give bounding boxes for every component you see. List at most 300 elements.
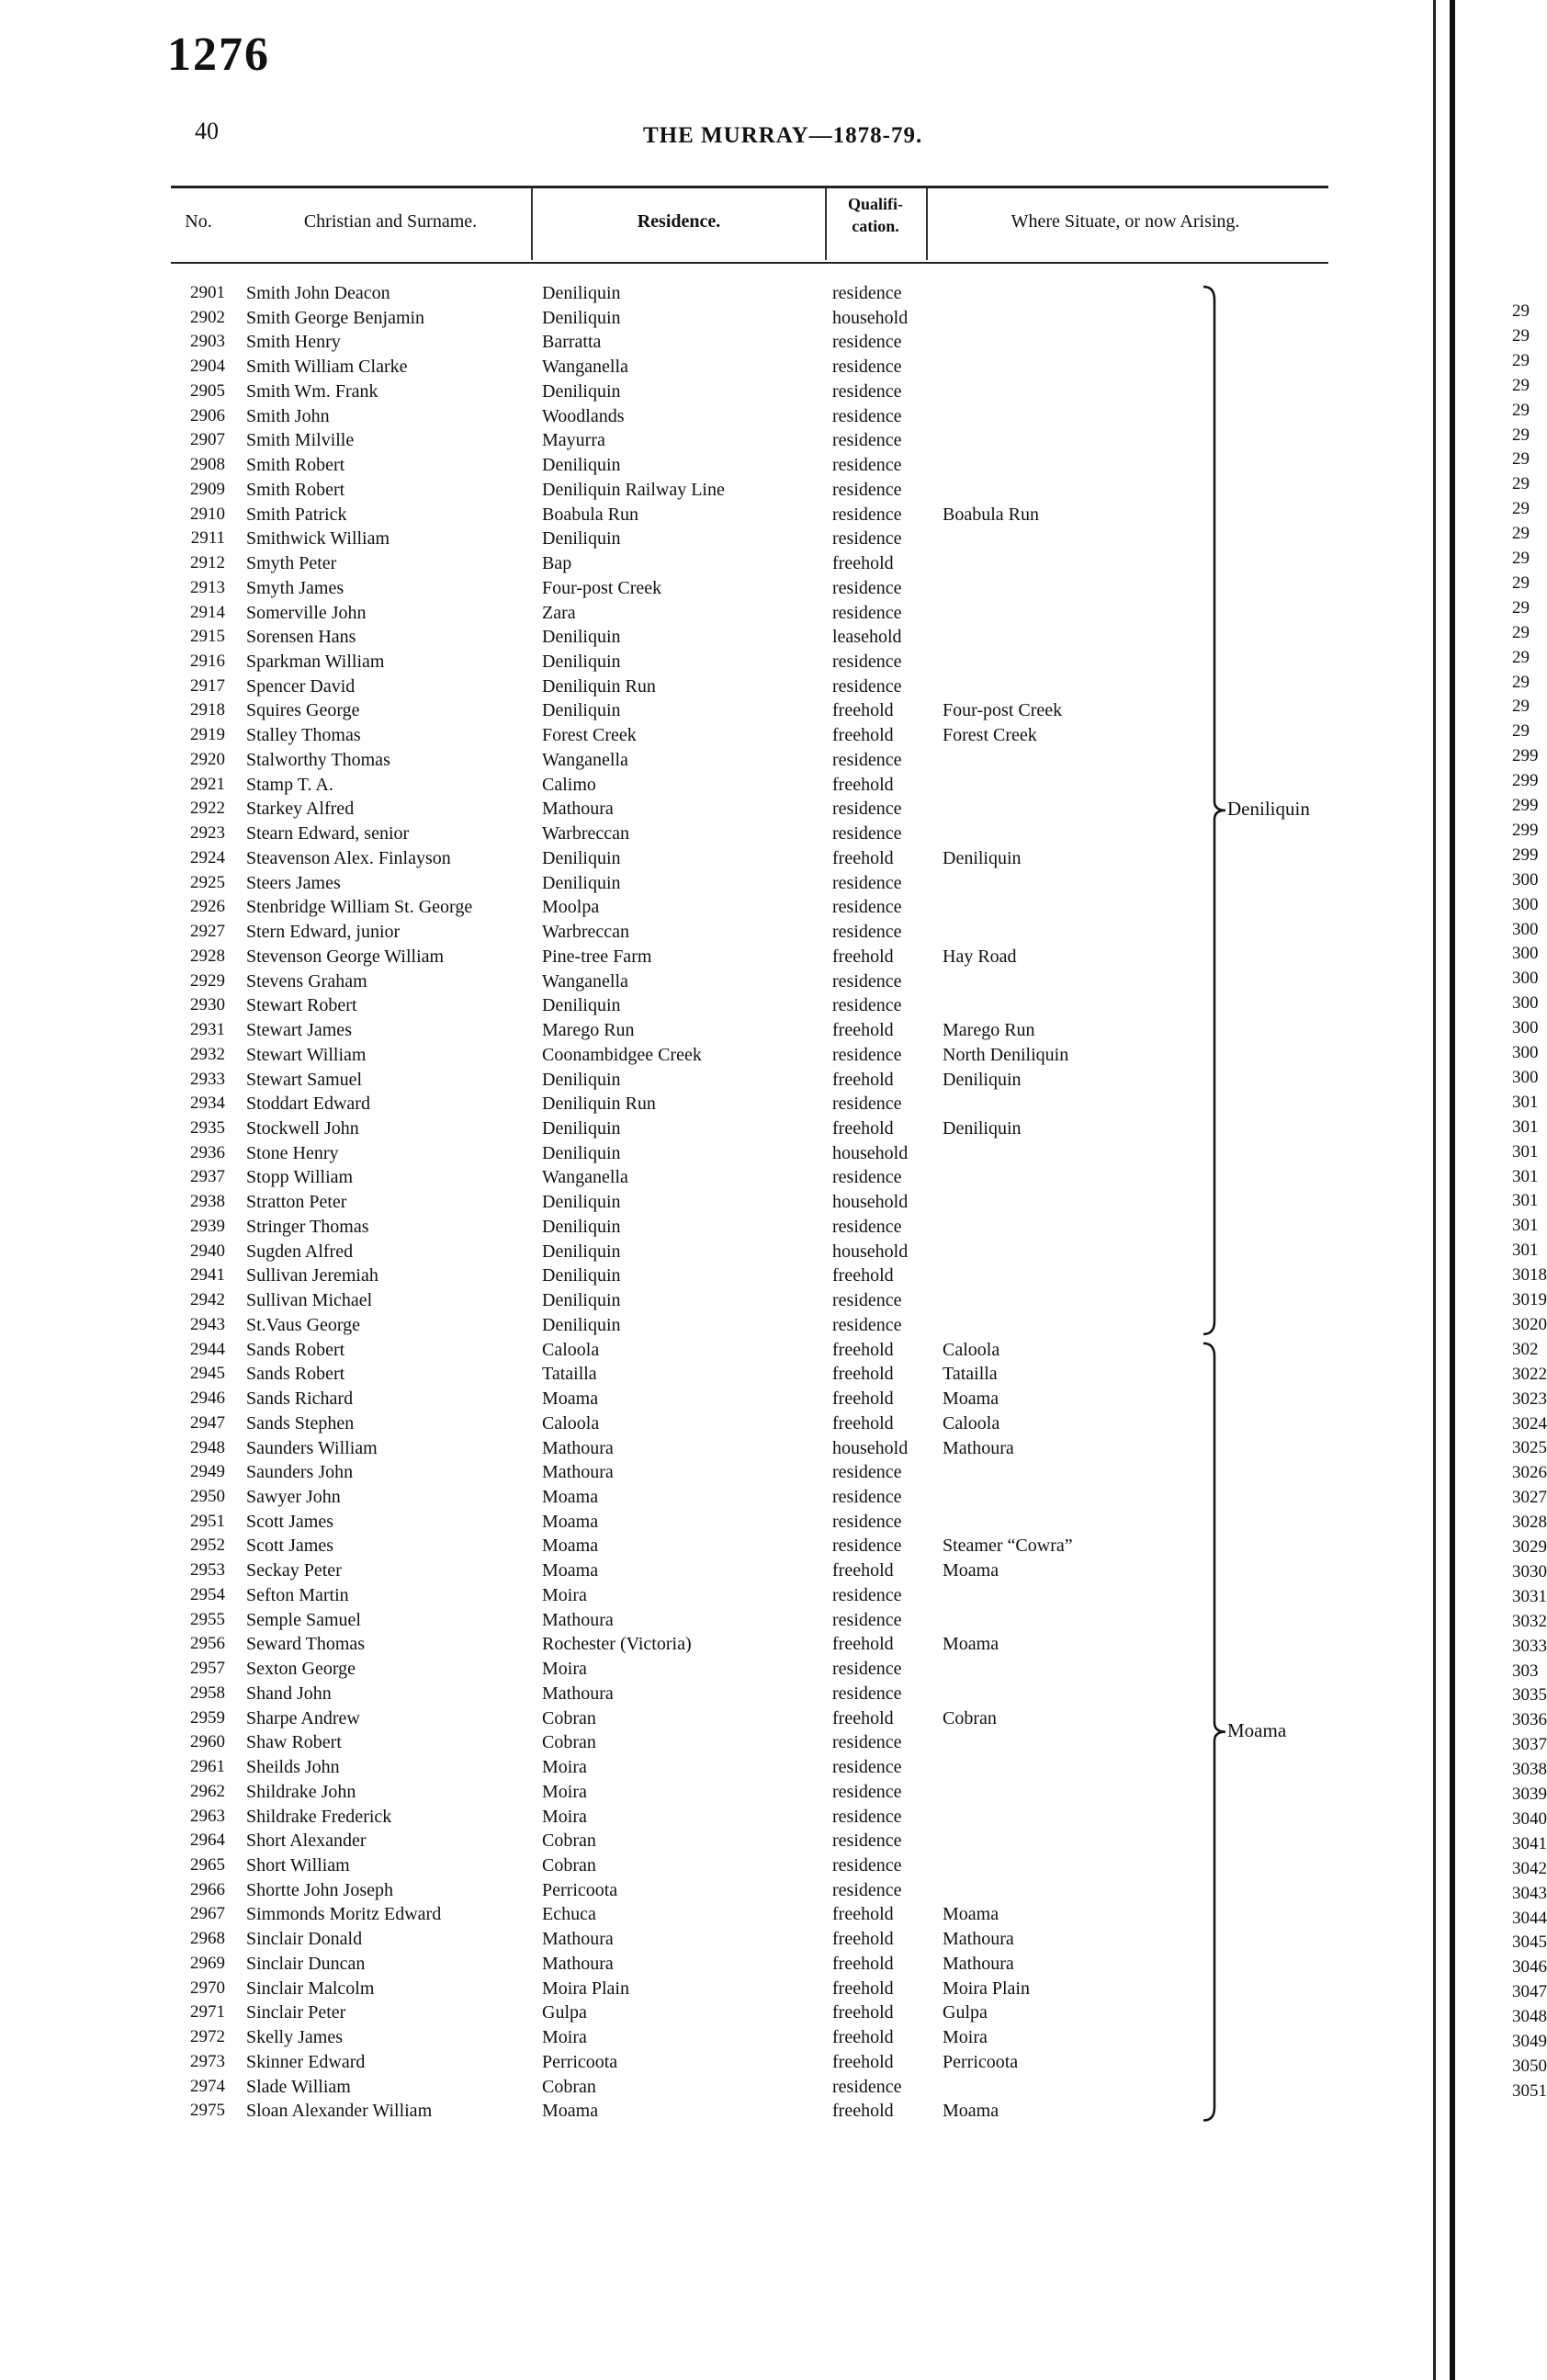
entry-number: 2912 <box>190 553 225 573</box>
entry-name: Sands Robert <box>246 1364 345 1385</box>
adjacent-entry-number: 29 <box>1512 721 1530 742</box>
entry-residence: Perricoota <box>542 2051 618 2072</box>
entry-name: Stalworthy Thomas <box>246 749 390 770</box>
entry-qualification: residence <box>832 405 902 426</box>
adjacent-entry-number: 301 <box>1512 1116 1539 1137</box>
adjacent-entry-number: 300 <box>1512 1018 1539 1038</box>
entry-where-situate: Moama <box>943 2101 999 2122</box>
adjacent-entry-number: 3026 <box>1512 1463 1547 1483</box>
entry-name: Sinclair Duncan <box>246 1953 366 1974</box>
entry-where-situate: Perricoota <box>943 2051 1019 2072</box>
entry-number: 2942 <box>190 1290 225 1310</box>
entry-number: 2940 <box>190 1241 225 1261</box>
entry-residence: Moama <box>542 2101 599 2122</box>
entry-name: Sloan Alexander William <box>246 2101 433 2122</box>
column-header-residence: Residence. <box>637 211 721 232</box>
entry-where-situate: Forest Creek <box>943 725 1037 746</box>
adjacent-entry-number: 29 <box>1512 597 1530 618</box>
entry-number: 2957 <box>190 1659 225 1679</box>
entry-residence: Moama <box>542 1560 599 1581</box>
entry-name: Sinclair Donald <box>246 1929 363 1950</box>
entry-qualification: household <box>832 1437 909 1458</box>
entry-residence: Deniliquin <box>542 528 621 550</box>
entry-name: Short William <box>246 1855 350 1876</box>
adjacent-entry-number: 3030 <box>1512 1561 1547 1581</box>
entry-number: 2950 <box>190 1486 225 1506</box>
entry-qualification: freehold <box>832 553 894 574</box>
entry-qualification: residence <box>832 1830 902 1852</box>
entry-residence: Deniliquin <box>542 1142 621 1163</box>
adjacent-entry-number: 301 <box>1512 1191 1539 1211</box>
entry-where-situate: Moama <box>943 1560 999 1581</box>
entry-residence: Wanganella <box>542 357 628 378</box>
entry-residence: Zara <box>542 602 576 623</box>
adjacent-entry-number: 3019 <box>1512 1290 1547 1309</box>
entry-qualification: freehold <box>832 2027 894 2048</box>
entry-name: Slade William <box>246 2076 351 2097</box>
entry-qualification: residence <box>832 1290 902 1311</box>
entry-name: Somerville John <box>246 602 367 623</box>
group-label: Deniliquin <box>1227 797 1310 820</box>
entry-name: Stevens Graham <box>246 970 367 992</box>
adjacent-entry-number: 300 <box>1512 944 1539 964</box>
entry-residence: Deniliquin <box>542 1069 621 1090</box>
entry-number: 2923 <box>190 823 225 844</box>
entry-residence: Echuca <box>542 1904 596 1925</box>
entry-name: Smyth Peter <box>246 553 337 574</box>
adjacent-entry-number: 29 <box>1512 499 1530 519</box>
entry-residence: Cobran <box>542 1830 596 1852</box>
adjacent-entry-number: 29 <box>1512 549 1530 568</box>
entry-qualification: freehold <box>832 700 894 721</box>
entry-residence: Deniliquin Railway Line <box>542 479 725 500</box>
entry-residence: Moama <box>542 1536 599 1557</box>
entry-qualification: residence <box>832 1216 902 1237</box>
entry-qualification: freehold <box>832 1117 894 1139</box>
group-brace <box>1203 1343 1225 2121</box>
entry-name: Smith John Deacon <box>246 283 390 303</box>
entry-where-situate: Deniliquin <box>943 847 1022 868</box>
entry-number: 2924 <box>190 847 225 867</box>
entry-residence: Calimo <box>542 774 596 795</box>
entry-qualification: residence <box>832 1462 902 1483</box>
entry-number: 2905 <box>190 380 225 401</box>
entry-residence: Gulpa <box>542 2002 587 2023</box>
entry-qualification: residence <box>832 1314 902 1335</box>
entry-residence: Mathoura <box>542 1437 614 1458</box>
entry-qualification: household <box>832 307 909 328</box>
entry-name: Sullivan Michael <box>246 1290 373 1311</box>
adjacent-entry-number: 301 <box>1512 1166 1539 1186</box>
entry-where-situate: Steamer “Cowra” <box>943 1536 1073 1557</box>
entry-qualification: household <box>832 1192 909 1213</box>
entry-number: 2917 <box>190 675 225 696</box>
entry-number: 2939 <box>190 1216 225 1236</box>
entry-name: Smith Wm. Frank <box>246 380 378 402</box>
entry-qualification: freehold <box>832 2002 894 2023</box>
adjacent-entry-number: 3050 <box>1512 2056 1547 2076</box>
entry-residence: Deniliquin <box>542 1290 621 1311</box>
entry-name: Steers James <box>246 872 341 893</box>
entry-qualification: residence <box>832 970 902 992</box>
entry-number: 2931 <box>190 1020 225 1040</box>
entry-name: Stringer Thomas <box>246 1216 369 1237</box>
adjacent-entry-number: 3049 <box>1512 2032 1547 2051</box>
entry-residence: Woodlands <box>542 405 625 426</box>
entry-qualification: residence <box>832 1536 902 1557</box>
page-number: 40 <box>195 118 219 144</box>
entry-number: 2903 <box>190 332 225 352</box>
entry-qualification: residence <box>832 1732 902 1753</box>
entry-residence: Deniliquin <box>542 847 621 868</box>
entry-residence: Moira <box>542 2027 587 2048</box>
entry-where-situate: Hay Road <box>943 946 1017 967</box>
entry-residence: Mayurra <box>542 430 605 451</box>
entry-number: 2943 <box>190 1314 225 1334</box>
entry-qualification: household <box>832 1142 909 1163</box>
adjacent-entry-number: 3020 <box>1512 1314 1547 1334</box>
entry-qualification: freehold <box>832 1265 894 1286</box>
entry-qualification: residence <box>832 1609 902 1630</box>
entry-name: Starkey Alfred <box>246 799 355 820</box>
entry-qualification: residence <box>832 1757 902 1778</box>
entry-residence: Moira <box>542 1781 587 1802</box>
entry-qualification: residence <box>832 897 902 918</box>
entry-number: 2952 <box>190 1536 225 1556</box>
entry-residence: Deniliquin <box>542 1117 621 1139</box>
entry-name: Sharpe Andrew <box>246 1707 360 1728</box>
entry-name: Stewart Samuel <box>246 1069 363 1090</box>
entry-name: Shildrake John <box>246 1781 356 1802</box>
adjacent-entry-number: 29 <box>1512 375 1530 395</box>
entry-name: Stewart Robert <box>246 995 357 1016</box>
adjacent-entry-number: 29 <box>1512 474 1530 494</box>
entry-number: 2906 <box>190 405 225 425</box>
entry-where-situate: Moira Plain <box>943 1978 1030 1999</box>
adjacent-entry-number: 29 <box>1512 672 1530 692</box>
entry-name: Smith Henry <box>246 332 341 353</box>
adjacent-entry-number: 29 <box>1512 425 1530 445</box>
entry-residence: Moama <box>542 1388 599 1410</box>
entry-number: 2930 <box>190 995 225 1015</box>
adjacent-entry-number: 29 <box>1512 572 1530 593</box>
entry-where-situate: Deniliquin <box>943 1069 1022 1090</box>
entry-name: Seckay Peter <box>246 1560 342 1581</box>
group-label: Moama <box>1227 1718 1287 1741</box>
adjacent-entry-number: 300 <box>1512 1043 1539 1062</box>
adjacent-entry-number: 301 <box>1512 1141 1539 1162</box>
entry-name: Stern Edward, junior <box>246 922 401 943</box>
entry-number: 2948 <box>190 1437 225 1457</box>
entry-residence: Mathoura <box>542 1609 614 1630</box>
entry-number: 2921 <box>190 774 225 794</box>
entry-qualification: freehold <box>832 1388 894 1410</box>
entry-name: Sugden Alfred <box>246 1241 354 1262</box>
entry-qualification: residence <box>832 577 902 598</box>
adjacent-entry-number: 3038 <box>1512 1760 1547 1780</box>
entry-where-situate: Four-post Creek <box>943 700 1063 721</box>
entry-name: Sparkman William <box>246 652 385 673</box>
adjacent-entry-number: 3027 <box>1512 1488 1547 1508</box>
entry-qualification: residence <box>832 1511 902 1532</box>
entry-residence: Pine-tree Farm <box>542 946 652 967</box>
entry-number: 2973 <box>190 2051 225 2071</box>
entry-number: 2937 <box>190 1167 225 1187</box>
entry-name: Smith William Clarke <box>246 357 408 378</box>
entry-number: 2969 <box>190 1953 225 1973</box>
entry-residence: Mathoura <box>542 1683 614 1704</box>
entry-qualification: residence <box>832 1044 902 1065</box>
entry-residence: Deniliquin <box>542 872 621 893</box>
adjacent-entry-number: 3028 <box>1512 1513 1547 1533</box>
entry-number: 2958 <box>190 1683 225 1703</box>
entry-name: Sexton George <box>246 1659 356 1680</box>
entry-where-situate: Moira <box>943 2027 988 2048</box>
entry-number: 2932 <box>190 1044 225 1064</box>
entry-residence: Tatailla <box>542 1364 597 1385</box>
entry-where-situate: Caloola <box>943 1339 1000 1360</box>
entry-residence: Moira <box>542 1806 587 1827</box>
entry-qualification: residence <box>832 823 902 844</box>
entry-name: Stamp T. A. <box>246 774 333 795</box>
entry-qualification: residence <box>832 652 902 673</box>
entry-number: 2934 <box>190 1094 225 1114</box>
adjacent-page-edge <box>1450 0 1547 2380</box>
entry-number: 2919 <box>190 725 225 745</box>
entry-number: 2944 <box>190 1339 225 1359</box>
entry-number: 2909 <box>190 479 225 499</box>
entry-residence: Wanganella <box>542 749 628 770</box>
entry-name: Stone Henry <box>246 1142 339 1163</box>
entry-name: Smith John <box>246 405 330 426</box>
entry-number: 2967 <box>190 1904 225 1924</box>
entry-name: Skinner Edward <box>246 2051 366 2072</box>
entry-number: 2959 <box>190 1707 225 1728</box>
adjacent-entry-number: 302 <box>1512 1339 1539 1359</box>
entry-qualification: residence <box>832 528 902 550</box>
entry-qualification: residence <box>832 1781 902 1802</box>
entry-qualification: freehold <box>832 946 894 967</box>
entry-qualification: residence <box>832 995 902 1016</box>
entry-qualification: freehold <box>832 2101 894 2122</box>
entry-qualification: freehold <box>832 1339 894 1360</box>
adjacent-entry-number: 29 <box>1512 350 1530 370</box>
adjacent-entry-number: 29 <box>1512 325 1530 346</box>
entry-qualification: residence <box>832 922 902 943</box>
entry-number: 2901 <box>190 283 225 302</box>
entry-qualification: freehold <box>832 1707 894 1728</box>
entry-number: 2920 <box>190 749 225 769</box>
entry-number: 2968 <box>190 1929 225 1949</box>
entry-name: Smith Robert <box>246 479 345 500</box>
entry-number: 2902 <box>190 307 225 327</box>
entry-number: 2907 <box>190 430 225 450</box>
entry-name: Sands Stephen <box>246 1412 355 1434</box>
entry-qualification: residence <box>832 455 902 476</box>
entry-residence: Moira <box>542 1659 587 1680</box>
entry-number: 2933 <box>190 1069 225 1089</box>
adjacent-entry-number: 300 <box>1512 969 1539 989</box>
entry-residence: Deniliquin <box>542 700 621 721</box>
entry-number: 2955 <box>190 1609 225 1629</box>
entry-number: 2941 <box>190 1265 225 1286</box>
adjacent-entry-number: 299 <box>1512 844 1539 865</box>
entry-name: Shildrake Frederick <box>246 1806 392 1827</box>
entry-where-situate: Mathoura <box>943 1929 1014 1950</box>
entry-name: Shand John <box>246 1683 332 1704</box>
entry-number: 2913 <box>190 577 225 597</box>
entry-name: Smithwick William <box>246 528 390 550</box>
entry-residence: Deniliquin <box>542 307 621 328</box>
entry-qualification: leasehold <box>832 627 902 648</box>
entry-where-situate: Boabula Run <box>943 504 1039 525</box>
entry-name: Saunders William <box>246 1437 378 1458</box>
entry-where-situate: Gulpa <box>943 2002 988 2023</box>
entry-number: 2960 <box>190 1732 225 1752</box>
entry-name: Saunders John <box>246 1462 354 1483</box>
adjacent-entry-number: 303 <box>1512 1660 1539 1681</box>
adjacent-entry-number: 3044 <box>1512 1908 1547 1928</box>
entry-number: 2966 <box>190 1879 225 1899</box>
entry-qualification: residence <box>832 1806 902 1827</box>
adjacent-entry-number: 3018 <box>1512 1265 1547 1286</box>
entry-number: 2974 <box>190 2076 225 2096</box>
entry-residence: Cobran <box>542 2076 596 2097</box>
adjacent-entry-number: 3037 <box>1512 1735 1547 1755</box>
entry-residence: Moira <box>542 1584 587 1605</box>
adjacent-entry-number: 3046 <box>1512 1957 1547 1978</box>
entry-number: 2925 <box>190 872 225 892</box>
entry-number: 2956 <box>190 1634 225 1654</box>
entry-residence: Warbreccan <box>542 922 629 943</box>
entry-qualification: freehold <box>832 1560 894 1581</box>
adjacent-entry-number: 3040 <box>1512 1808 1547 1829</box>
entry-number: 2951 <box>190 1511 225 1531</box>
column-header-where: Where Situate, or now Arising. <box>1011 211 1240 232</box>
entry-number: 2947 <box>190 1412 225 1433</box>
entry-name: Short Alexander <box>246 1830 367 1852</box>
entry-where-situate: Tatailla <box>943 1364 998 1385</box>
adjacent-entry-number: 3042 <box>1512 1858 1547 1878</box>
entry-number: 2908 <box>190 455 225 475</box>
adjacent-entry-number: 3047 <box>1512 1982 1547 2002</box>
adjacent-entry-number: 3032 <box>1512 1611 1547 1631</box>
entry-residence: Deniliquin <box>542 995 621 1016</box>
entry-number: 2961 <box>190 1757 225 1777</box>
entry-name: Shortte John Joseph <box>246 1879 393 1900</box>
entry-where-situate: Moama <box>943 1904 999 1925</box>
adjacent-entry-number: 3035 <box>1512 1685 1547 1706</box>
entry-qualification: household <box>832 1241 909 1262</box>
entry-name: Stratton Peter <box>246 1192 347 1213</box>
entry-where-situate: Moama <box>943 1388 999 1410</box>
adjacent-entry-number: 301 <box>1512 1092 1539 1112</box>
adjacent-entry-number: 3048 <box>1512 2007 1547 2027</box>
entry-name: Sands Robert <box>246 1339 345 1360</box>
entry-name: Shaw Robert <box>246 1732 342 1753</box>
entry-qualification: freehold <box>832 1634 894 1655</box>
entry-number: 2910 <box>190 504 225 524</box>
adjacent-entry-number: 3029 <box>1512 1537 1547 1557</box>
adjacent-entry-number: 299 <box>1512 820 1539 840</box>
adjacent-entry-number: 3025 <box>1512 1438 1547 1458</box>
entry-number: 2927 <box>190 922 225 942</box>
entry-residence: Marego Run <box>542 1020 635 1041</box>
entry-name: Skelly James <box>246 2027 343 2048</box>
entry-residence: Wanganella <box>542 1167 628 1188</box>
entry-residence: Mathoura <box>542 1462 614 1483</box>
entry-name: Sorensen Hans <box>246 627 356 648</box>
entry-qualification: residence <box>832 602 902 623</box>
entry-name: Smith Robert <box>246 455 345 476</box>
entry-qualification: residence <box>832 430 902 451</box>
entry-residence: Moira Plain <box>542 1978 629 1999</box>
adjacent-entry-number: 3043 <box>1512 1883 1547 1903</box>
entry-residence: Cobran <box>542 1707 596 1728</box>
entry-qualification: freehold <box>832 2051 894 2072</box>
adjacent-entry-number: 3024 <box>1512 1413 1547 1434</box>
entry-residence: Deniliquin Run <box>542 675 656 697</box>
entry-number: 2938 <box>190 1192 225 1212</box>
entry-residence: Deniliquin <box>542 283 621 303</box>
entry-number: 2971 <box>190 2002 225 2023</box>
adjacent-entry-number: 29 <box>1512 697 1530 717</box>
entry-residence: Deniliquin <box>542 652 621 673</box>
entry-name: Smith George Benjamin <box>246 307 425 328</box>
entry-number: 2945 <box>190 1364 225 1384</box>
entry-qualification: residence <box>832 1167 902 1188</box>
column-header-qualification: Qualifi-cation. <box>847 195 903 235</box>
entry-number: 2914 <box>190 602 225 622</box>
adjacent-entry-number: 29 <box>1512 524 1530 544</box>
entry-name: Stenbridge William St. George <box>246 897 473 918</box>
adjacent-entry-number: 300 <box>1512 894 1539 914</box>
entry-residence: Deniliquin <box>542 1216 621 1237</box>
group-brace <box>1203 287 1225 1334</box>
entry-residence: Moama <box>542 1511 599 1532</box>
entry-name: Smyth James <box>246 577 344 598</box>
entry-name: Stalley Thomas <box>246 725 361 746</box>
adjacent-entry-number: 3036 <box>1512 1710 1547 1730</box>
entry-qualification: residence <box>832 1879 902 1900</box>
adjacent-entry-number: 29 <box>1512 647 1530 667</box>
entry-number: 2926 <box>190 897 225 917</box>
entry-where-situate: Caloola <box>943 1412 1000 1434</box>
entry-name: Semple Samuel <box>246 1609 361 1630</box>
entry-number: 2965 <box>190 1855 225 1875</box>
entry-number: 2972 <box>190 2027 225 2047</box>
entry-number: 2922 <box>190 799 225 819</box>
entry-name: Squires George <box>246 700 360 721</box>
adjacent-entry-number: 29 <box>1512 622 1530 642</box>
entry-name: Scott James <box>246 1511 333 1532</box>
entry-qualification: freehold <box>832 847 894 868</box>
entry-name: Seward Thomas <box>246 1634 366 1655</box>
entry-name: Stopp William <box>246 1167 354 1188</box>
entry-qualification: residence <box>832 1683 902 1704</box>
entry-qualification: residence <box>832 1584 902 1605</box>
adjacent-entry-number: 299 <box>1512 746 1539 766</box>
entry-residence: Deniliquin <box>542 1241 621 1262</box>
adjacent-entry-number: 300 <box>1512 993 1539 1014</box>
entry-residence: Perricoota <box>542 1879 618 1900</box>
adjacent-entry-number: 3041 <box>1512 1833 1547 1853</box>
entry-qualification: freehold <box>832 1904 894 1925</box>
entry-qualification: residence <box>832 799 902 820</box>
adjacent-entry-number: 3031 <box>1512 1586 1547 1606</box>
entry-name: Smith Milville <box>246 430 355 451</box>
adjacent-entry-number: 3045 <box>1512 1932 1547 1953</box>
